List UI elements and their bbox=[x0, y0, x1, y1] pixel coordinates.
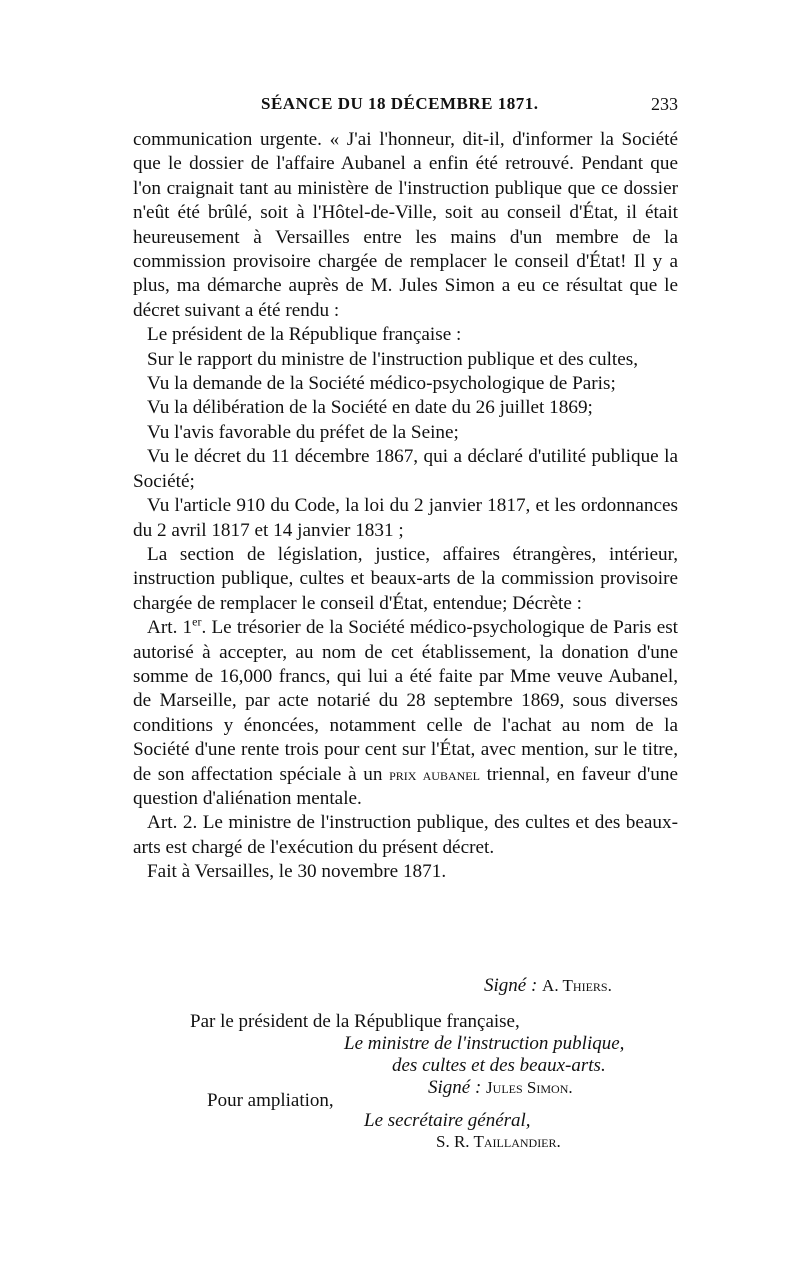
paragraph-vu-article: Vu l'article 910 du Code, la loi du 2 janvier 1817, et les ordonnances du 2 avril 1817 et 14 janvier 1831 ; bbox=[133, 495, 678, 541]
paragraph-article-1 bbox=[133, 616, 678, 811]
signature-thiers-label: Signé : bbox=[484, 975, 538, 996]
ministre-line-2 bbox=[392, 1055, 606, 1077]
paragraph-intro: communication urgente. « J'ai l'honneur, dit-il, d'informer la Société que le dossier de l'affaire Aubanel a enfin été retrouvé. Pendant que l'on craignait tant au ministère de l'instruction publique que ce dossier n'eût été brûlé, soit à l'Hôtel-de-Ville, soit au conseil d'État, il était heureusement à Versailles entre les mains d'un membre de la commission provisoire chargée de remplacer le conseil d'État! Il y a plus, ma démarche auprès de M. Jules Simon a eu ce résultat que le décret suivant a été rendu : bbox=[133, 129, 678, 321]
paragraph-vu-demande: Vu la demande de la Société médico-psychologique de Paris; bbox=[147, 373, 616, 395]
paragraph-article-2: Art. 2. Le ministre de l'instruction publique, des cultes et des beaux-arts est chargé de l'exécution du présent décret. bbox=[133, 812, 678, 858]
signature-simon-label: Signé : bbox=[428, 1077, 482, 1098]
paragraph-rapport: Sur le rapport du ministre de l'instruction publique et des cultes, bbox=[147, 348, 639, 370]
signature-thiers bbox=[484, 975, 612, 997]
signature-thiers-name: A. Thiers. bbox=[542, 976, 612, 995]
signature-taillandier-name: S. R. Taillandier. bbox=[436, 1132, 561, 1151]
secretaire-general-text: Le secrétaire général, bbox=[364, 1110, 531, 1131]
signature-simon-name: Jules Simon. bbox=[486, 1078, 573, 1097]
paragraph-vu-avis: Vu l'avis favorable du préfet de la Seine; bbox=[147, 421, 459, 443]
ministre-line-2-text: des cultes et des beaux-arts. bbox=[392, 1055, 606, 1076]
article-1-label: Art. 1 bbox=[147, 617, 193, 639]
body-text bbox=[133, 128, 678, 885]
secretaire-general bbox=[364, 1110, 531, 1132]
paragraph-section: La section de législation, justice, affaires étrangères, intérieur, instruction publique, cultes et beaux-arts de la commission provisoire chargée de remplacer le conseil d'État, entendue; Décrète : bbox=[133, 543, 678, 614]
paragraph-president: Le président de la République française : bbox=[147, 324, 462, 346]
header-title: SÉANCE DU 18 DÉCEMBRE 1871. bbox=[261, 94, 539, 113]
ministre-line-1 bbox=[344, 1033, 624, 1055]
article-1-text: . Le trésorier de la Société médico-psychologique de Paris est autorisé à accepter, au nom de cet établissement, la donation d'une somme de 16,000 francs, qui lui a été faite par Mme veuve Aubanel, de Marseille, par acte notarié du 28 septembre 1869, sous diverses conditions y énoncées, notamment celle de l'achat au nom de la Société d'une rente trois pour cent sur l'État, avec mention, sur le titre, de son affectation spéciale à un bbox=[133, 617, 679, 785]
par-le-president: Par le président de la République française, bbox=[190, 1011, 520, 1032]
running-header bbox=[133, 94, 678, 124]
signature-taillandier bbox=[436, 1131, 561, 1153]
paragraph-vu-deliberation: Vu la délibération de la Société en date du 26 juillet 1869; bbox=[147, 397, 593, 419]
signature-simon bbox=[428, 1077, 573, 1099]
paragraph-vu-decret: Vu le décret du 11 décembre 1867, qui a déclaré d'utilité publique la Société; bbox=[133, 446, 678, 492]
pour-ampliation: Pour ampliation, bbox=[207, 1090, 334, 1111]
article-1-superscript: er bbox=[192, 614, 202, 629]
page-number: 233 bbox=[651, 94, 678, 114]
ministre-line-1-text: Le ministre de l'instruction publique, bbox=[344, 1033, 625, 1054]
article-1-text-end: triennal, en faveur d'une question d'aliénation mentale. bbox=[133, 763, 679, 809]
paragraph-fait-a: Fait à Versailles, le 30 novembre 1871. bbox=[147, 861, 447, 883]
prize-name: prix aubanel bbox=[389, 764, 480, 784]
